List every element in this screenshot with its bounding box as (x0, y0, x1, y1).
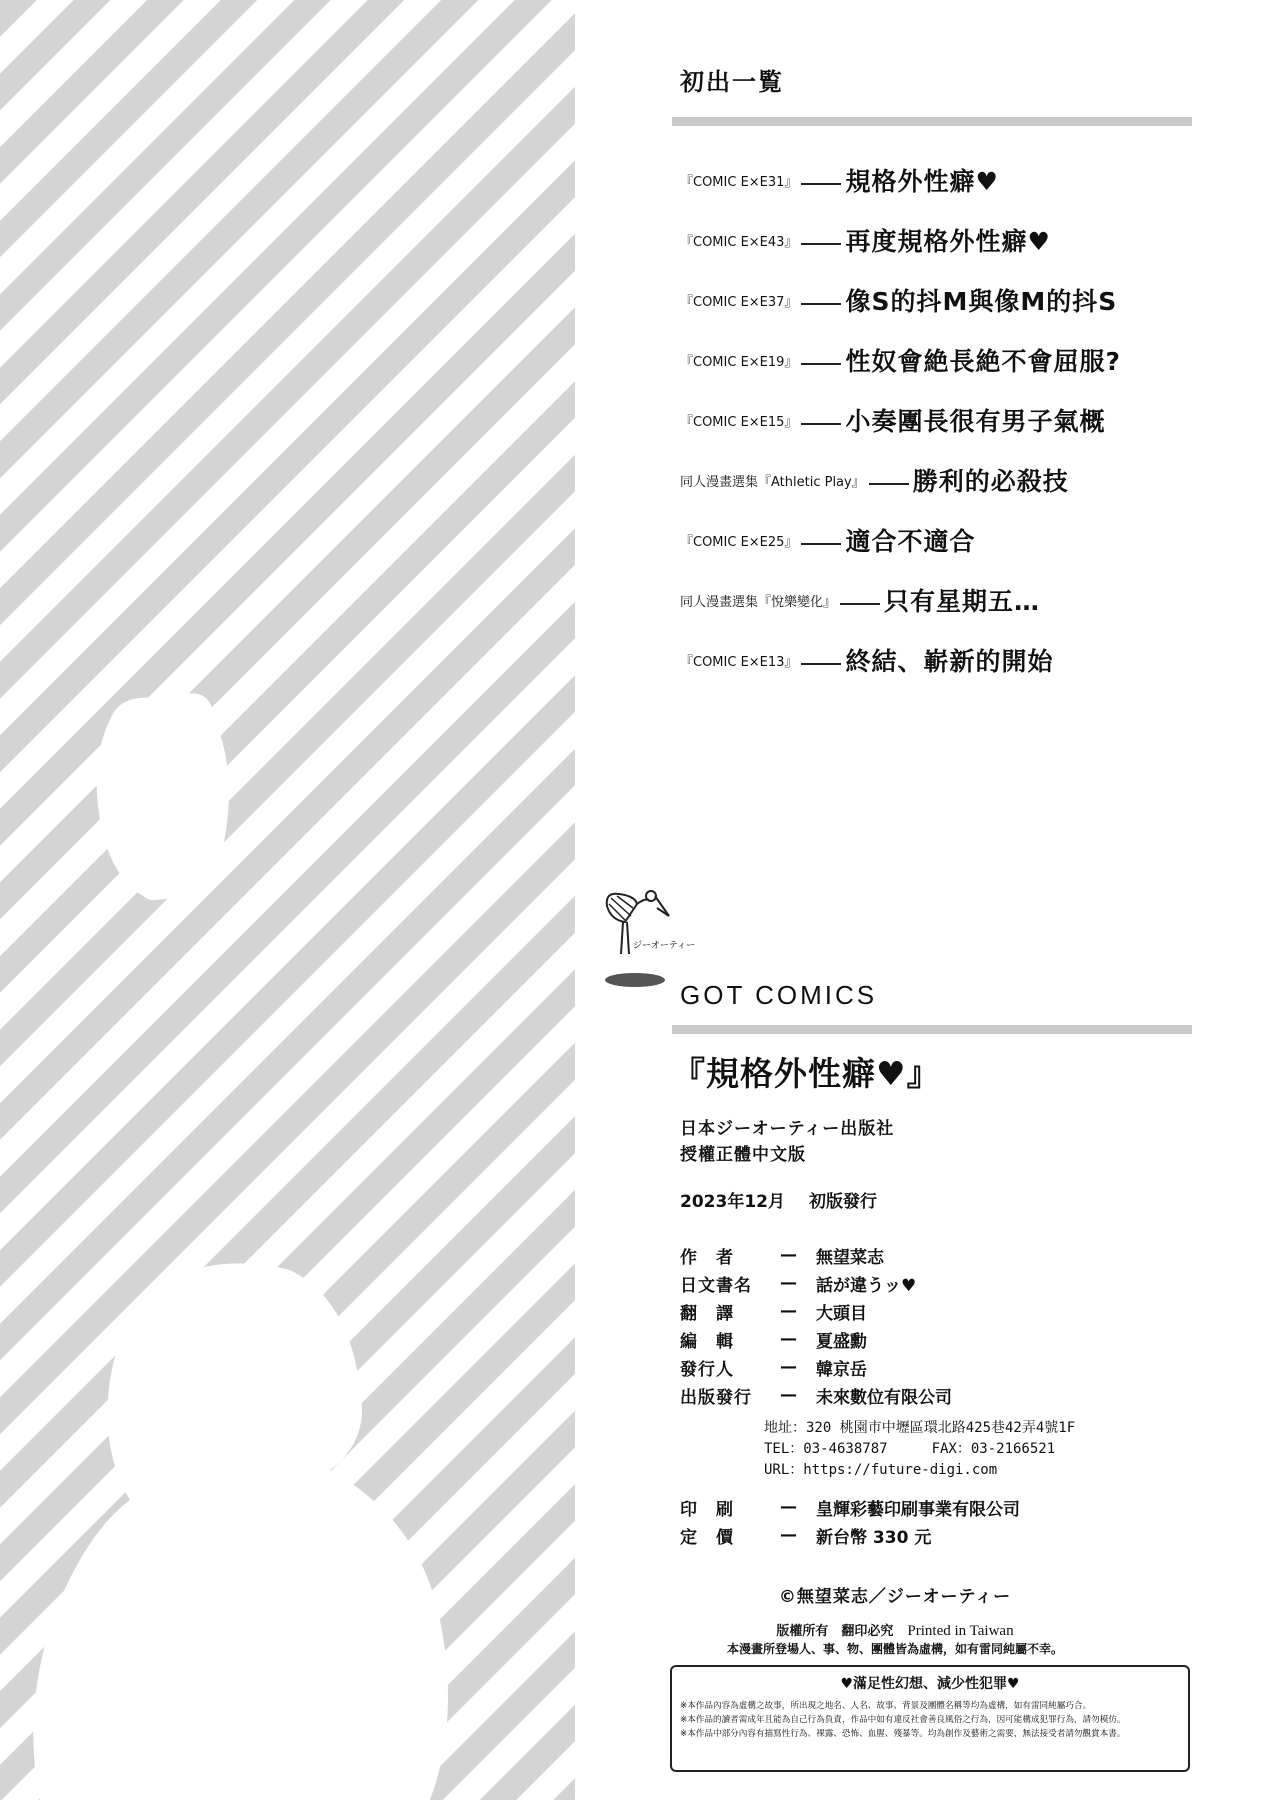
entry-title: 只有星期五… (884, 587, 1041, 616)
credit-label: 日文書名 (680, 1275, 752, 1296)
notice-box (670, 1665, 1190, 1772)
credit-label: 編 輯 (680, 1331, 734, 1352)
entry-dash (869, 483, 909, 485)
book-title: 『規格外性癖♥』 (672, 1054, 941, 1093)
credit-row (680, 1269, 952, 1297)
entry-dash (801, 303, 841, 305)
entry-source: 『COMIC E×E37』 (680, 294, 798, 310)
entry-dash (801, 183, 841, 185)
entry-source: 『COMIC E×E31』 (680, 174, 798, 190)
logo-caption: ジーオーティー (633, 941, 695, 951)
entry-title: 勝利的必殺技 (912, 467, 1069, 496)
entry-source: 『COMIC E×E13』 (680, 654, 798, 670)
first-appearance-entry (680, 270, 1240, 330)
imprint-brand: GOT COMICS (680, 980, 878, 1010)
url-line: URL：https://future-digi.com (764, 1462, 998, 1478)
entry-source: 『COMIC E×E19』 (680, 354, 798, 370)
entry-dash (801, 543, 841, 545)
entry-dash (801, 423, 841, 425)
credit-value: 新台幣 330 元 (816, 1527, 932, 1548)
edition-text: 初版發行 (808, 1192, 877, 1212)
credit-dash: — (780, 1357, 797, 1377)
notice-line: ※本作品中部分內容有描寫性行為、裸露、恐怖、血腥、殘暴等。均為創作及藝術之需要，無法接受者請勿觀賞本書。 (680, 1729, 1126, 1739)
publication-date (680, 1187, 877, 1212)
entry-source: 同人漫畫選集『悅樂變化』 (680, 594, 837, 610)
credit-dash: — (780, 1301, 797, 1321)
credit-dash: — (780, 1245, 797, 1265)
entry-title: 像S的抖M與像M的抖S (845, 287, 1118, 316)
entry-dash (801, 663, 841, 665)
credit-value: 韓京岳 (816, 1359, 867, 1380)
credit-row (680, 1381, 952, 1409)
credit-value: 未來數位有限公司 (816, 1387, 952, 1408)
credit-row (680, 1297, 952, 1325)
credit-label: 定 價 (680, 1527, 734, 1548)
credit-dash: — (780, 1525, 797, 1545)
publisher-info (680, 1116, 894, 1168)
fax-text: FAX：03-2166521 (931, 1441, 1056, 1457)
tel-text: TEL：03-4638787 (764, 1441, 888, 1457)
first-appearance-list (680, 150, 1240, 690)
credit-value: 大頭目 (816, 1303, 867, 1324)
imprint-divider (672, 1025, 1192, 1034)
credit-row (680, 1353, 952, 1381)
entry-title: 性奴會絶長絶不會屈服? (845, 347, 1121, 376)
date-text: 2023年12月 (680, 1192, 785, 1212)
credit-row (680, 1493, 1020, 1521)
address-line: 地址：320 桃園市中壢區環北路425巷42弄4號1F (764, 1420, 1076, 1436)
entry-source: 『COMIC E×E43』 (680, 234, 798, 250)
character-silhouette (0, 0, 575, 1800)
entry-dash (801, 243, 841, 245)
credit-label: 印 刷 (680, 1499, 734, 1520)
credit-value: 夏盛勳 (816, 1331, 867, 1352)
notice-line: ※本作品的讀者需成年且能為自己行為負責，作品中如有違反社會善良風俗之行為，因可能構成犯罪行為，請勿模仿。 (680, 1715, 1126, 1725)
first-appearance-entry (680, 330, 1240, 390)
credit-label: 發行人 (680, 1359, 734, 1380)
entry-dash (840, 603, 880, 605)
credit-row (680, 1325, 952, 1353)
first-appearance-entry (680, 210, 1240, 270)
first-appearance-entry (680, 390, 1240, 450)
first-appearance-entry (680, 630, 1240, 690)
entry-source: 『COMIC E×E15』 (680, 414, 798, 430)
credits-list (680, 1241, 952, 1409)
publisher-address (764, 1418, 1075, 1481)
entry-source: 『COMIC E×E25』 (680, 534, 798, 550)
entry-title: 小奏團長很有男子氣概 (845, 407, 1106, 436)
credit-dash: — (780, 1329, 797, 1349)
phone-line (764, 1439, 1075, 1460)
fiction-disclaimer: 本漫畫所登場人、事、物、團體皆為虛構，如有雷同純屬不幸。 (726, 1642, 1063, 1656)
credit-label: 翻 譯 (680, 1303, 734, 1324)
credit-label: 出版發行 (680, 1387, 752, 1408)
notice-slogan: ♥滿足性幻想、減少性犯罪♥ (840, 1676, 1020, 1692)
got-bird-logo (595, 888, 695, 988)
entry-title: 終結、嶄新的開始 (845, 647, 1054, 676)
credit-label: 作 者 (680, 1247, 734, 1268)
license-note: 授權正體中文版 (680, 1145, 806, 1165)
print-credits-list (680, 1493, 1020, 1549)
first-appearance-entry (680, 510, 1240, 570)
publisher-name: 日本ジーオーティー出版社 (680, 1119, 895, 1139)
rights-zh: 版權所有 翻印必究 (776, 1624, 894, 1639)
credit-value: 皇輝彩藝印刷事業有限公司 (816, 1499, 1020, 1520)
heading-divider (672, 117, 1192, 126)
rights-line (680, 1620, 1110, 1640)
first-appearance-entry (680, 570, 1240, 630)
credit-dash: — (780, 1497, 797, 1517)
entry-title: 再度規格外性癖♥ (845, 227, 1051, 256)
credit-value: 話が違うッ♥ (816, 1275, 917, 1296)
first-appearance-heading: 初出一覧 (680, 68, 784, 96)
credit-row (680, 1521, 1020, 1549)
credit-value: 無望菜志 (816, 1247, 884, 1268)
copyright-line: ©無望菜志／ジーオーティー (778, 1587, 1012, 1607)
credit-row (680, 1241, 952, 1269)
entry-dash (801, 363, 841, 365)
first-appearance-entry (680, 450, 1240, 510)
rights-en: Printed in Taiwan (907, 1623, 1014, 1639)
first-appearance-entry (680, 150, 1240, 210)
notice-line: ※本作品內容為虛構之故事，所出現之地名、人名、故事、背景及團體名稱等均為虛構，如有雷同純屬巧合。 (680, 1701, 1092, 1711)
credit-dash: — (780, 1385, 797, 1405)
entry-title: 適合不適合 (845, 527, 976, 556)
entry-title: 規格外性癖♥ (845, 167, 999, 196)
credit-dash: — (780, 1273, 797, 1293)
entry-source: 同人漫畫選集『Athletic Play』 (680, 474, 865, 490)
